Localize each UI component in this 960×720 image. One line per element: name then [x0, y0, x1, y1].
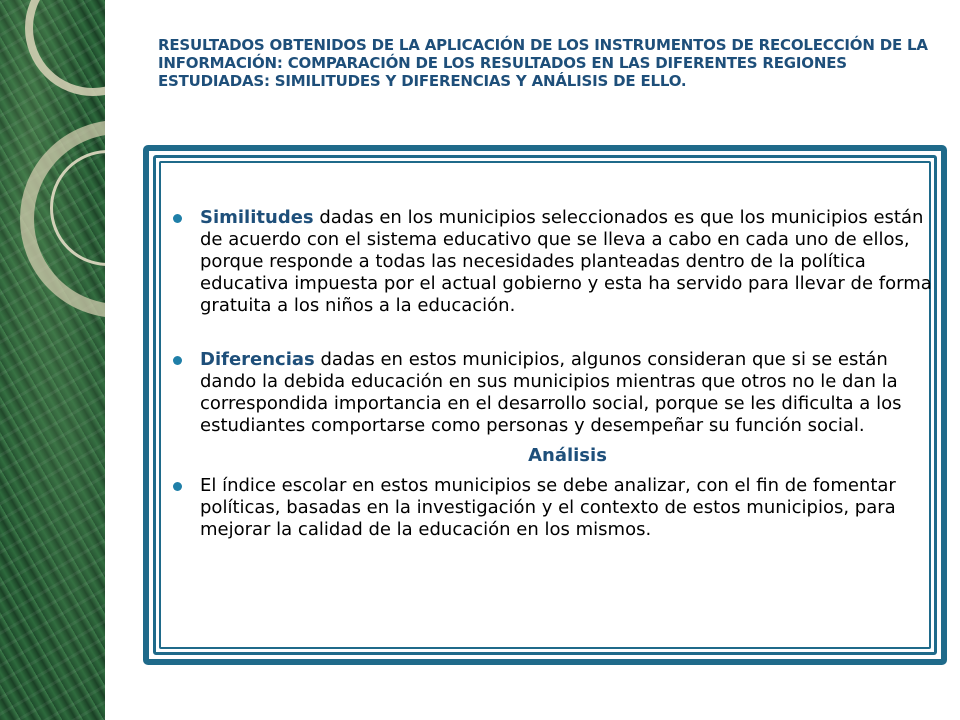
bullet-analisis [170, 475, 935, 541]
slide-content [170, 207, 935, 541]
bullet-icon [173, 214, 182, 223]
bullet-icon [173, 356, 182, 365]
keyword-similitudes: Similitudes [200, 207, 314, 228]
decorative-sidebar [0, 0, 105, 720]
decorative-ring [25, 0, 105, 96]
bullet-text: dadas en los municipios seleccionados es que los municipios están de acuerdo con el sistema educativo que se lleva a cabo en cada uno de ellos, porque responde a todas las necesidades planteadas dentro de la política educativa impuesta por el actual gobierno y esta ha servido para llevar de forma gratuita a los niños a la educación. [200, 207, 932, 316]
bullet-similitudes [170, 207, 935, 317]
slide-title: RESULTADOS OBTENIDOS DE LA APLICACIÓN DE LOS INSTRUMENTOS DE RECOLECCIÓN DE LA INFORMACIÓN: COMPARACIÓN DE LOS RESULTADOS EN LAS DIFERENTES REGIONES ESTUDIADAS: SIMILITUDES Y DIFERENCIAS Y ANÁLISIS DE ELLO. [158, 36, 928, 90]
bullet-text: El índice escolar en estos municipios se debe analizar, con el fin de fomentar políticas, basadas en la investigación y el contexto de estos municipios, para mejorar la calidad de la educación en los mismos. [200, 475, 896, 540]
subheading-analisis: Análisis [528, 445, 607, 466]
keyword-diferencias: Diferencias [200, 349, 315, 370]
bullet-diferencias [170, 349, 935, 437]
bullet-icon [173, 482, 182, 491]
bullet-text: dadas en estos municipios, algunos consideran que si se están dando la debida educación en sus municipios mientras que otros no le dan la correspondida importancia en el desarrollo social, porque se les dificulta a los estudiantes comportarse como personas y desempeñar su función social. [200, 349, 902, 436]
